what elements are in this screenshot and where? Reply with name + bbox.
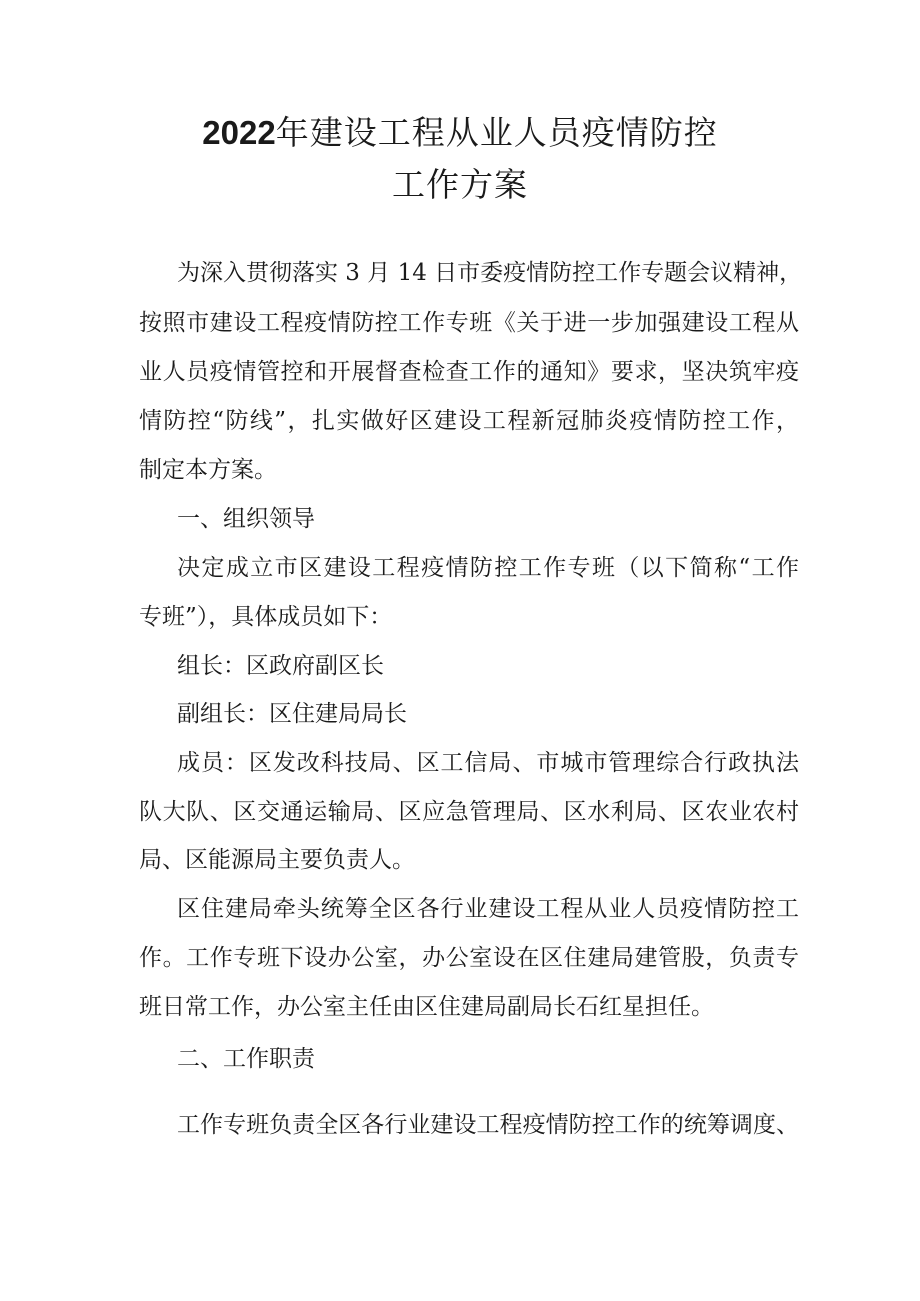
paragraph-line: 队大队、区交通运输局、区应急管理局、区水利局、区农业农村: [139, 799, 799, 825]
paragraph-line: 副组长：区住建局局长: [177, 701, 407, 727]
paragraph-line: 专班”），具体成员如下：: [139, 604, 393, 630]
paragraph-line: 情防控“防线”，扎实做好区建设工程新冠肺炎疫情防控工作，: [139, 408, 799, 434]
paragraph-line: 班日常工作，办公室主任由区住建局副局长石红星担任。: [139, 994, 714, 1020]
paragraph-line: 制定本方案。: [139, 457, 277, 483]
document-title-line-2: 工作方案: [392, 165, 528, 204]
title-year: 2022: [202, 114, 276, 151]
paragraph-line: 工作专班负责全区各行业建设工程疫情防控工作的统筹调度、: [177, 1112, 799, 1138]
paragraph-line: 局、区能源局主要负责人。: [139, 847, 415, 873]
paragraph-line: 为深入贯彻落实 3 月 14 日市委疫情防控工作专题会议精神，: [177, 260, 803, 286]
paragraph-line: 成员：区发改科技局、区工信局、市城市管理综合行政执法: [177, 750, 799, 776]
paragraph-line: 按照市建设工程疫情防控工作专班《关于进一步加强建设工程从: [139, 310, 799, 336]
paragraph-line: 组长：区政府副区长: [177, 653, 384, 679]
section-heading: 二、工作职责: [177, 1046, 315, 1072]
section-heading: 一、组织领导: [177, 506, 315, 532]
title-text: 年建设工程从业人员疫情防控: [275, 113, 718, 152]
paragraph-line: 决定成立市区建设工程疫情防控工作专班（以下简称“工作: [177, 555, 799, 581]
paragraph-line: 业人员疫情管控和开展督查检查工作的通知》要求，坚决筑牢疫: [139, 359, 799, 385]
paragraph-line: 作。工作专班下设办公室，办公室设在区住建局建管股，负责专: [139, 945, 799, 971]
paragraph-line: 区住建局牵头统筹全区各行业建设工程从业人员疫情防控工: [177, 896, 799, 922]
document-title-line-1: [0, 113, 920, 153]
